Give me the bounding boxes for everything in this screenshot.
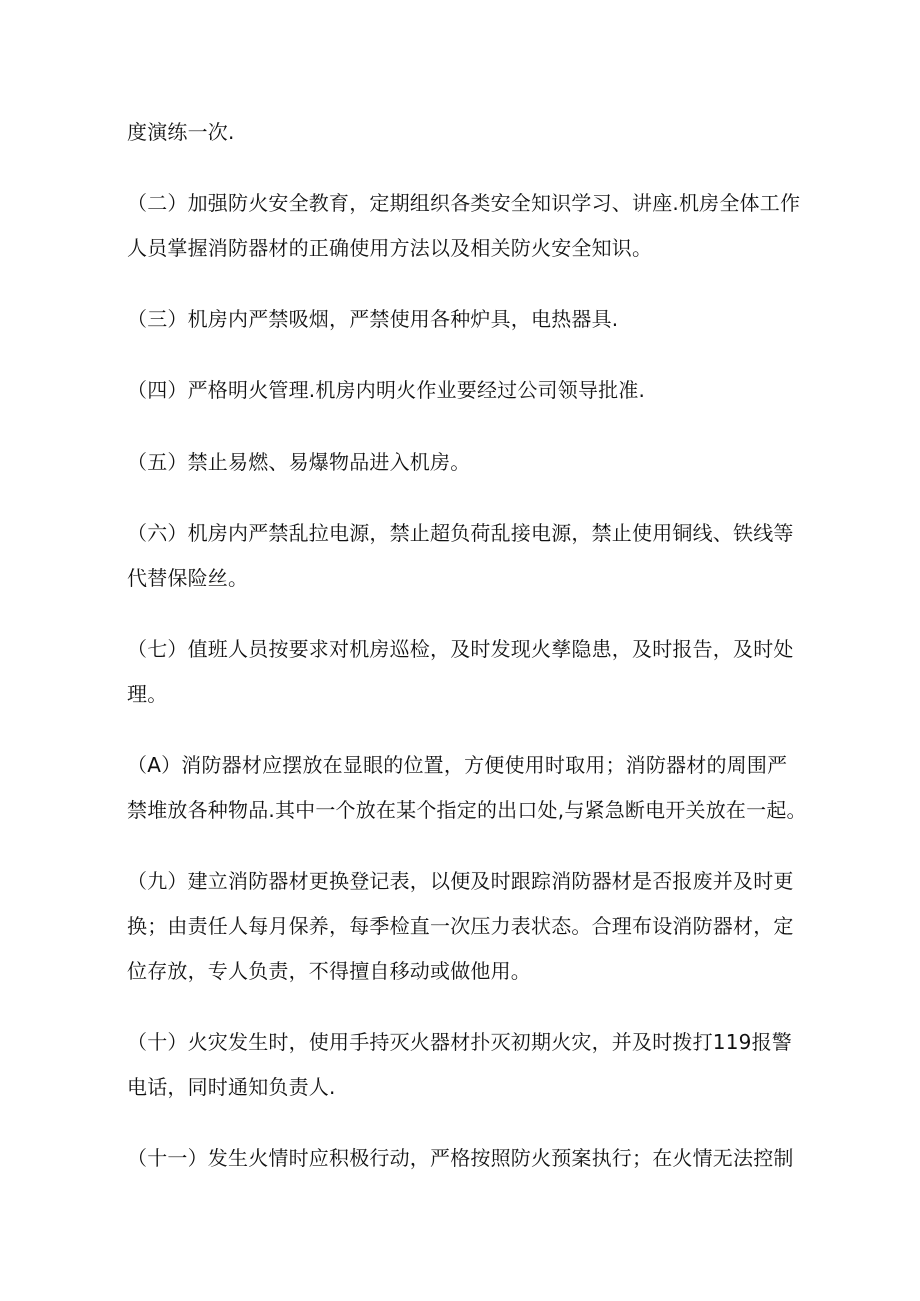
text-line-3: 人员掌握消防器材的正确使用方法以及相关防火安全知识。: [127, 236, 653, 260]
text-line-15: 位存放，专人负责，不得擅自移动或做他用。: [127, 959, 531, 983]
text-line-2: （二）加强防火安全教育，定期组织各类安全知识学习、讲座.机房全体工作: [127, 191, 801, 215]
text-line-1: 度演练一次.: [127, 120, 235, 144]
text-line-6: （五）禁止易燃、易爆物品进入机房。: [127, 450, 471, 474]
text-line-4: （三）机房内严禁吸烟，严禁使用各种炉具，电热器具.: [127, 307, 619, 331]
text-line-14: 换；由责任人每月保养，每季检直一次压力表状态。合理布设消防器材，定: [127, 914, 794, 938]
text-line-17: 电话，同时通知负责人.: [127, 1075, 336, 1099]
text-line-18: （十一）发生火情时应积极行动，严格按照防火预案执行；在火情无法控制: [127, 1146, 794, 1170]
text-line-12: 禁堆放各种物品.其中一个放在某个指定的出口处,与紧急断电开关放在一起。: [127, 798, 807, 822]
text-line-5: （四）严格明火管理.机房内明火作业要经过公司领导批准.: [127, 378, 646, 402]
text-line-11: （A）消防器材应摆放在显眼的位置，方便使用时取用；消防器材的周围严: [127, 753, 788, 777]
text-line-16: （十）火灾发生时，使用手持灭火器材扑灭初期火灾，并及时拨打119报警: [127, 1030, 792, 1054]
text-line-8: 代替保险丝。: [127, 566, 249, 590]
text-line-9: （七）值班人员按要求对机房巡检，及时发现火孳隐患，及时报告，及时处: [127, 637, 794, 661]
text-line-7: （六）机房内严禁乱拉电源，禁止超负荷乱接电源，禁止使用铜线、铁线等: [127, 521, 794, 545]
text-line-13: （九）建立消防器材更换登记表，以便及时跟踪消防器材是否报废并及时更: [127, 869, 794, 893]
text-line-10: 理。: [127, 682, 168, 706]
